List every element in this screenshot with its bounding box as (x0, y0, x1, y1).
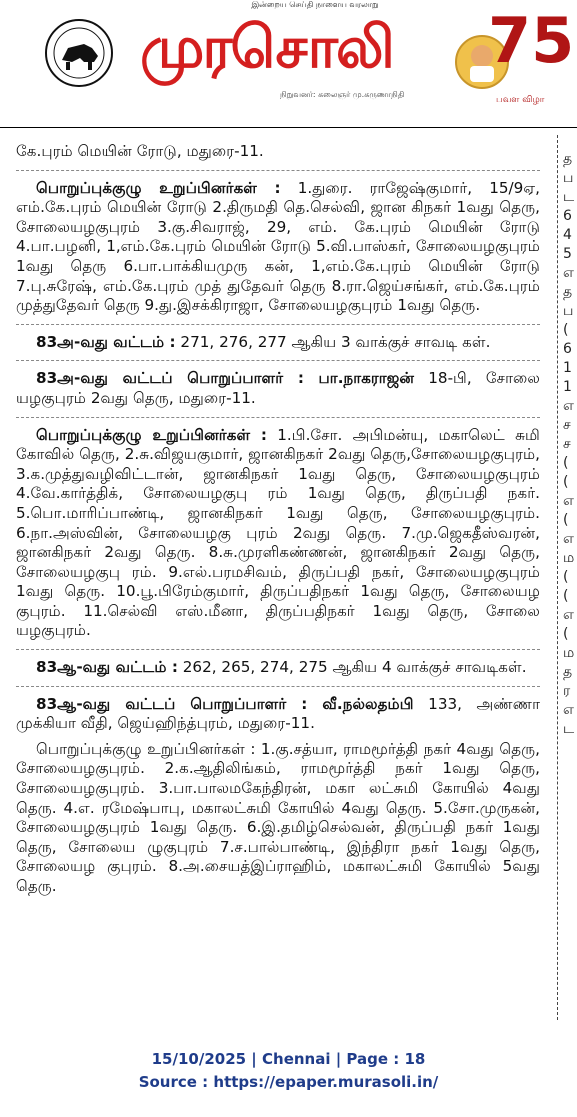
column-fragment: ச (563, 417, 571, 433)
column-fragment: 5 (563, 246, 572, 262)
committee-heading: பொறுப்புக்குழு உறுப்பினர்கள் : (36, 425, 267, 444)
column-fragment: 1 (563, 379, 572, 395)
column-fragment: எ (563, 265, 574, 281)
incharge-address: 18-பி, சோலை யழகுபுரம் 2வது தெரு, மதுரை-11. (16, 369, 541, 407)
incharge-address: 133, அண்ணா முக்கியா வீதி, ஜெய்ஹிந்த்புரம், மதுரை-11. (16, 694, 540, 733)
column-fragment: ம (563, 550, 575, 566)
founder-line: நிறுவனர்: கலைஞர் மு.கருணாநிதி (280, 90, 405, 99)
committee-heading: பொறுப்புக்குழு உறுப்பினர்கள் : (36, 178, 281, 197)
masthead-tagline: இன்றைய செய்தி நாளைய வரலாறு (251, 0, 379, 9)
column-fragment: 6 (563, 208, 572, 224)
committee-members-list: 1.பி.சோ. அபிமன்யு, மகாலெட் சுமி கோவில் தெரு, 2.சு.விஜயகுமார், ஜானகிநகர் 2வது தெரு,சோலையழகுபுரம், 3.க.முத்துவழிவிட்டான், ஜானகிநகர் 1வது தெரு, சோலையழகுபுரம் 4.வே.கார்த்திக், சோலையழகுபு ரம் 1வது தெரு, திருப்பதி நகர். 5.பொ.மாரிப்பாண்டி, ஜானகிநகர் 1வது தெரு, சோலையழகுபுரம். 6.நா.அஸ்வின், சோலையழகு புரம் 2வது தெரு. 7.மு.ஜெகதீஸ்வரன், ஜானகிநகர் 2வது தெரு. 8.சு.முரளிகண்ணன், ஜானகிநகர் 2வது தெரு, சோலையழகுபு ரம். 9.எல்.பரமசிவம், திருப்பதி நகர், சோலையழகுபுரம் 1வது தெரு. 10.பூ.பிரேம்குமார், திருப்பதிநகர் 1வது தெரு, சோலையழ குபுரம். 11.செல்வி எஸ்.மீனா, திருப்பதிநகர் 1வது தெரு, சோலை யழகுபுரம். (16, 425, 540, 640)
ward-booths: 262, 265, 274, 275 ஆகிய 4 வாக்குச் சாவடிகள். (177, 658, 527, 677)
column-fragment: எ (563, 531, 574, 547)
section-separator (16, 360, 540, 361)
paragraph-ward-83aa-incharge (16, 695, 540, 734)
anniversary-number: 75 (488, 4, 575, 77)
footer-source-link[interactable]: Source : https://epaper.murasoli.in/ (138, 1073, 439, 1091)
column-fragment: ( (563, 588, 569, 604)
column-divider (557, 135, 558, 1020)
anniversary-75-emblem (440, 4, 575, 114)
article-body (16, 142, 540, 903)
section-separator (16, 170, 540, 171)
ward-booths: 271, 276, 277 ஆகிய 3 வாக்குச் சாவடி கள். (175, 332, 491, 351)
section-separator (16, 417, 540, 418)
column-fragment: ( (563, 322, 569, 338)
paragraph-ward-83a (16, 333, 540, 353)
masthead (0, 0, 577, 128)
column-fragment: ட (563, 189, 575, 205)
column-fragment: ( (563, 474, 569, 490)
paragraph-ward-83a-incharge (16, 369, 540, 408)
column-fragment: எ (563, 493, 574, 509)
column-fragment: த (563, 284, 573, 300)
column-fragment: 4 (563, 227, 572, 243)
column-fragment: ச (563, 436, 571, 452)
adjacent-column-fragments (563, 150, 577, 739)
paragraph-address-line: கே.புரம் மெயின் ரோடு, மதுரை-11. (16, 142, 264, 160)
column-fragment: ப (563, 170, 574, 186)
column-fragment: ம (563, 645, 575, 661)
newspaper-title: முரசொலி (140, 13, 393, 81)
committee-members-list: 1.துரை. ராஜேஷ்குமார், 15/9ஏ, எம்.கே.புரம் மெயின் ரோடு 2.திருமதி தெ.செல்வி, ஜான கிநகர் 1வது தெரு, சோலையழகுபுரம் 3.கு.சிவராஜ், 29, எம். கே.புரம் மெயின் ரோடு 4.பா.பழனி, 1,எம்.கே.புரம் மெயின் ரோடு 5.வி.பாஸ்கர், சோலையழகுபுரம் 1வது தெரு 6.பா.பாக்கியமுரு கன், 1,எம்.கே.புரம் மெயின் ரோடு 7.பு.சுரேஷ், எம்.கே.புரம் முத் துதேவர் தெரு 8.ரா.ஜெய்சங்கர், எம்.கே.புரம் முத்துதேவர் தெரு 9.து.இசக்கிராஜா, சோலையழகுபுரம் 1வது தெரு. (16, 178, 540, 315)
column-fragment: த (563, 151, 573, 167)
section-separator (16, 324, 540, 325)
column-fragment: எ (563, 607, 574, 623)
column-fragment: ட (563, 721, 575, 737)
paragraph-committee-members-1 (16, 179, 540, 316)
column-fragment: 6 (563, 341, 572, 357)
ward-heading: 83அ-வது வட்டம் : (36, 332, 176, 351)
incharge-heading: 83ஆ-வது வட்டப் பொறுப்பாளர் : வீ.நல்லதம்பி (36, 694, 414, 713)
ward-heading: 83ஆ-வது வட்டம் : (36, 658, 178, 677)
column-fragment: ப (563, 303, 574, 319)
page-footer (0, 1048, 577, 1094)
section-separator (16, 686, 540, 687)
column-fragment: 1 (563, 360, 572, 376)
column-fragment: ர (563, 683, 571, 699)
anniversary-label: பவள விழா (496, 95, 545, 105)
column-fragment: எ (563, 398, 574, 414)
column-fragment: எ (563, 702, 574, 718)
column-fragment: ( (563, 512, 569, 528)
paragraph-committee-members-3: பொறுப்புக்குழு உறுப்பினர்கள் : 1.கு.சத்யா, ராமமூர்த்தி நகர் 4வது தெரு, சோலையழகுபுரம். 2.க.ஆதிலிங்கம், ராமமூர்த்தி நகர் 1வது தெரு, சோலையழகுபுரம். 3.பா.பாலமகேந்திரன், மகா லட்சுமி கோயில் 4வது தெரு. 4.எ. ரமேஷ்பாபு, மகாலட்சுமி கோயில் 4வது தெரு. 5.சோ.முருகன், சோலையழகுபுரம் 1வது தெரு. 6.இ.தமிழ்செல்வன், திருப்பதி நகர் 1வது தெரு, சோலைய ழுகுபுரம் 7.ச.பால்பாண்டி, இந்திரா நகர் 1வது தெரு, சோலையழ குபுரம். 8.அ.சையத்இப்ராஹிம், மகாலட்சுமி கோயில் 5வது தெரு. (16, 739, 540, 895)
section-separator (16, 649, 540, 650)
incharge-heading: 83அ-வது வட்டப் பொறுப்பாளர் : பா.நாகராஜன் (36, 369, 415, 388)
paragraph-ward-83aa (16, 658, 540, 678)
column-fragment: ( (563, 626, 569, 642)
column-fragment: ( (563, 455, 569, 471)
paragraph-committee-members-2 (16, 426, 540, 642)
column-fragment: த (563, 664, 573, 680)
column-fragment: ( (563, 569, 569, 585)
party-emblem-logo (24, 18, 134, 88)
footer-date-edition: 15/10/2025 | Chennai | Page : 18 (151, 1050, 426, 1068)
masthead-divider (0, 127, 577, 128)
